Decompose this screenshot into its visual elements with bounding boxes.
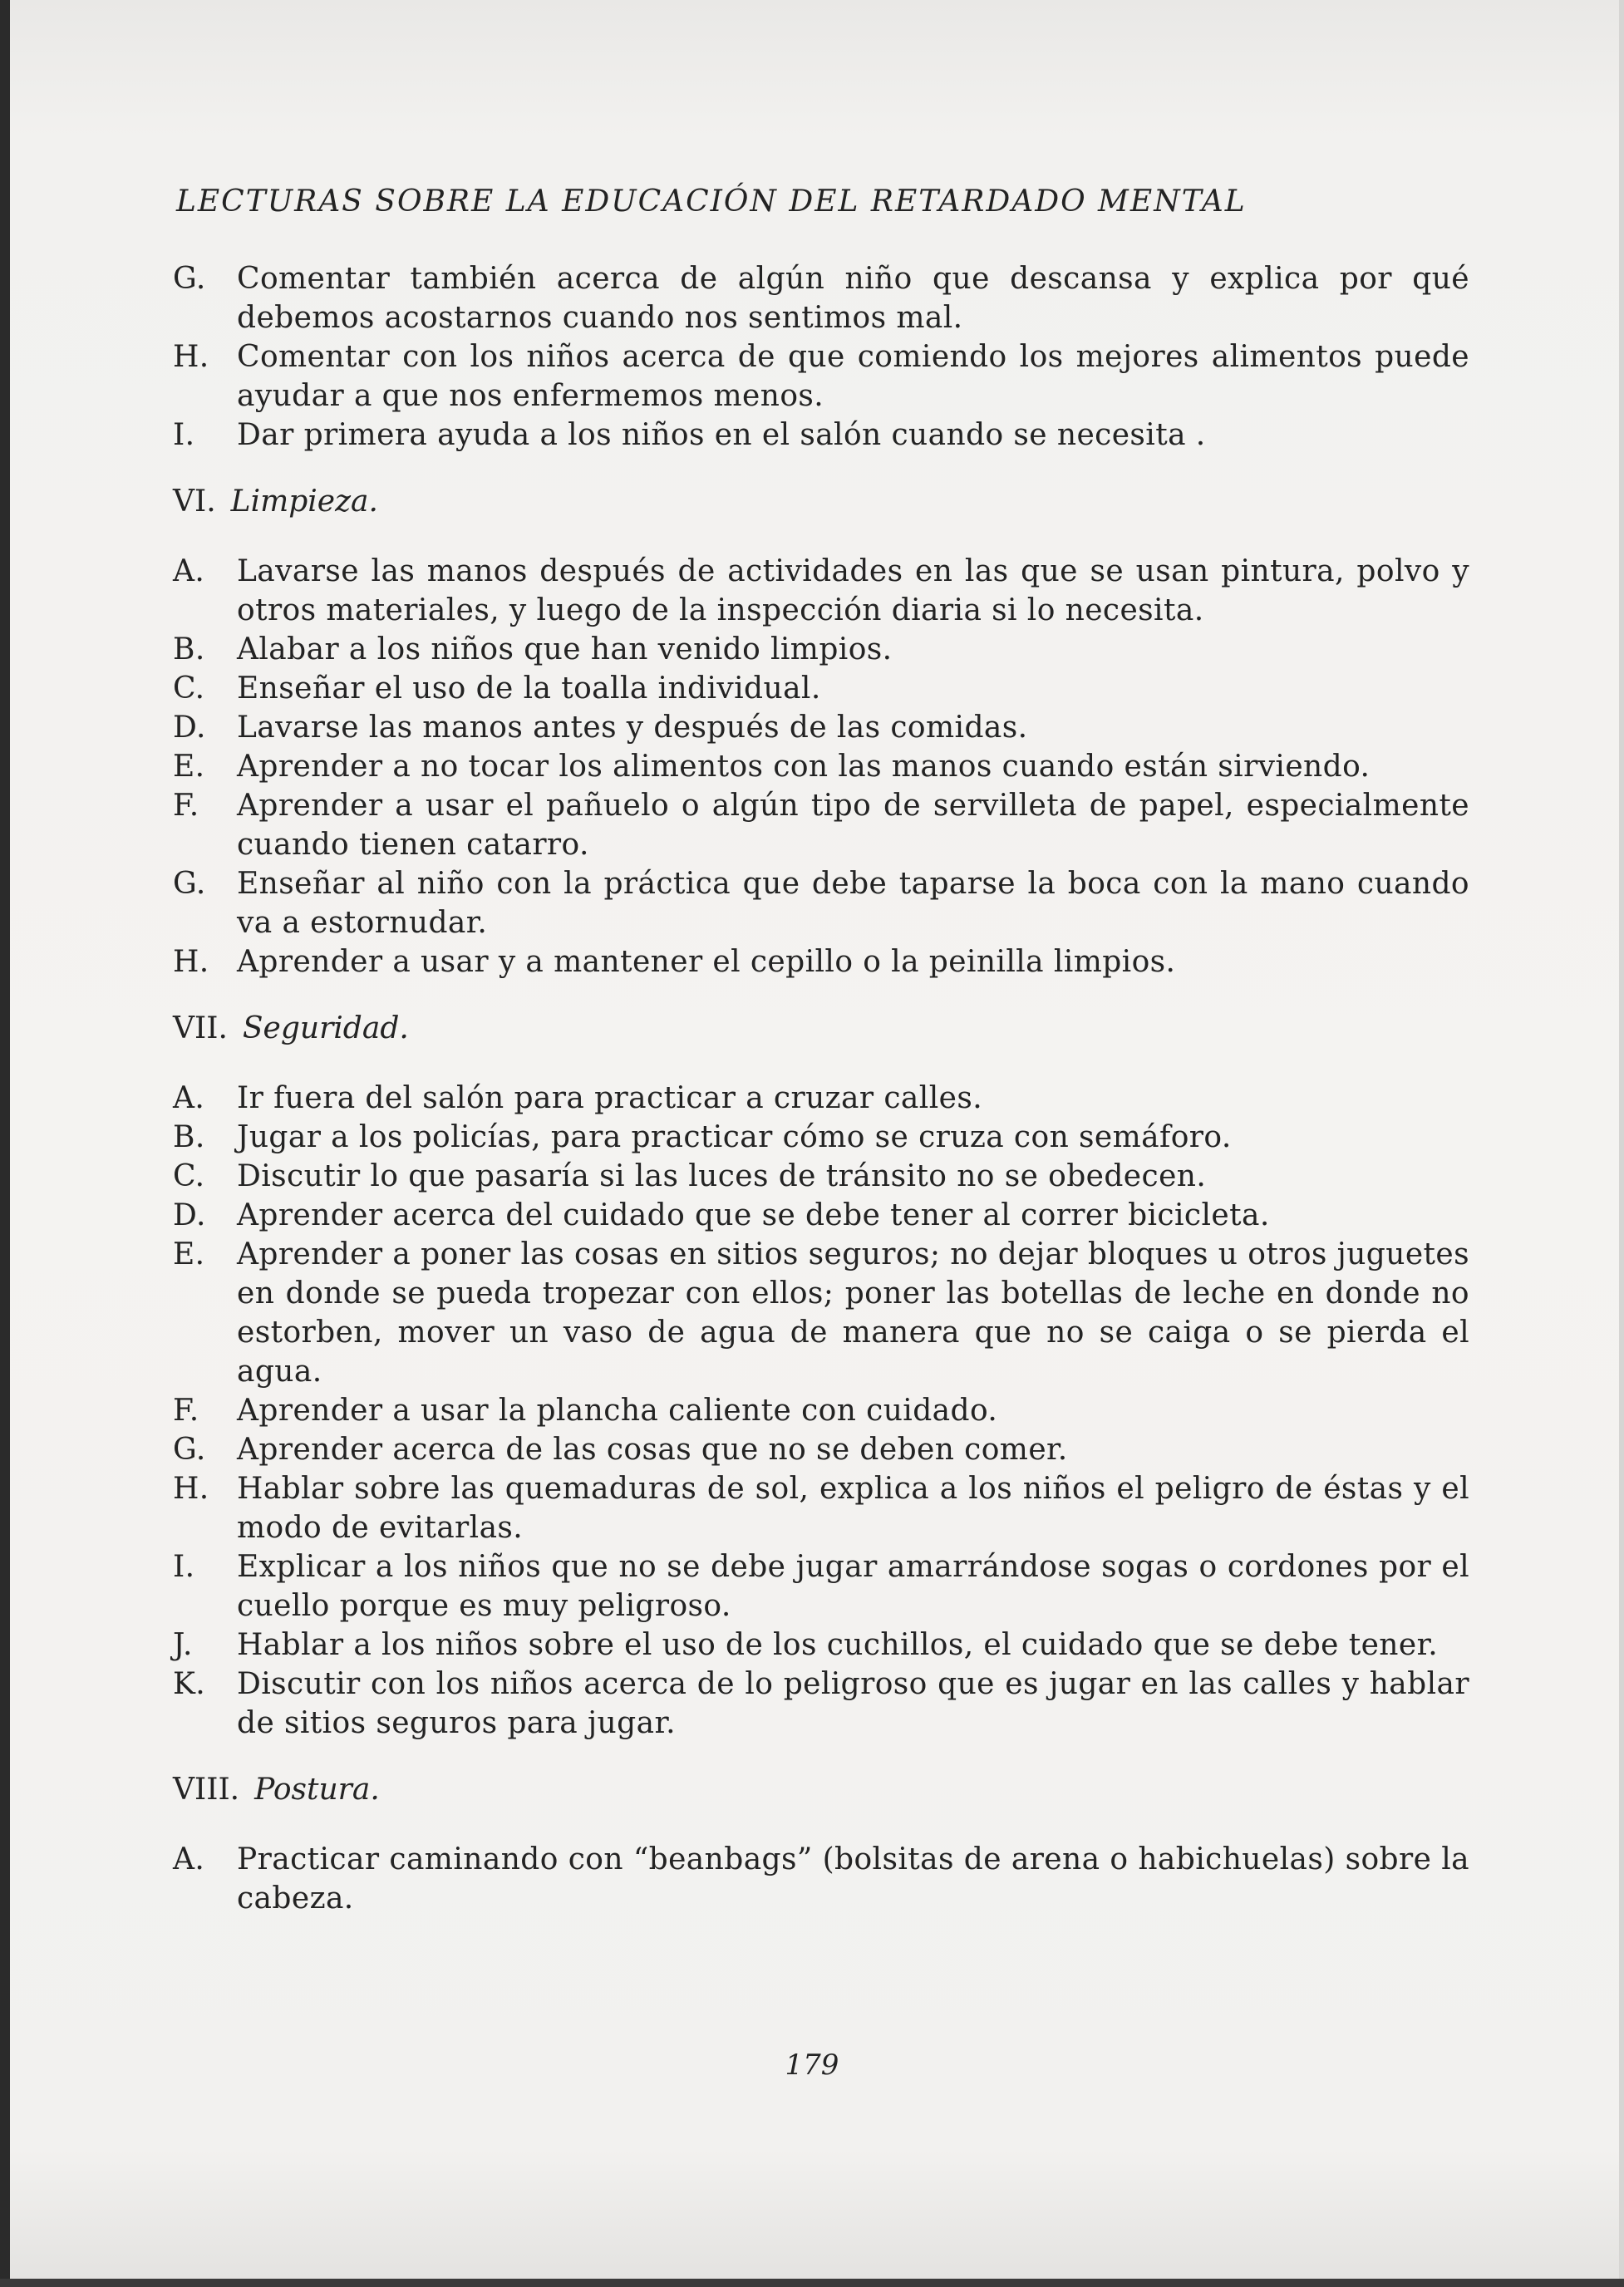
item-text: Dar primera ayuda a los niños en el salón cuando se necesita . <box>237 418 1206 452</box>
item-text: Enseñar el uso de la toalla individual. <box>237 671 821 706</box>
list-item <box>173 1079 1469 1118</box>
item-label: G. <box>173 262 206 296</box>
list-item <box>173 708 1469 747</box>
list-item <box>173 864 1469 942</box>
section-heading-limpieza <box>173 482 1469 521</box>
item-text: Aprender a poner las cosas en sitios seguros; no dejar bloques u otros juguetes en donde se pueda tropezar con ellos; poner las botellas de leche en donde no estorben, mover un vaso de agua de manera que no se caiga o se pierda el agua. <box>237 1237 1469 1389</box>
item-text: Enseñar al niño con la práctica que debe taparse la boca con la mano cuando va a estornudar. <box>237 867 1469 940</box>
item-text: Jugar a los policías, para practicar cómo se cruza con semáforo. <box>237 1120 1232 1154</box>
item-label: E. <box>173 750 205 784</box>
item-text: Lavarse las manos antes y después de las comidas. <box>237 711 1028 745</box>
item-label: F. <box>173 789 199 823</box>
running-header: LECTURAS SOBRE LA EDUCACIÓN DEL RETARDADO MENTAL <box>176 184 1247 219</box>
item-label: H. <box>173 945 209 979</box>
section-title: Seguridad. <box>242 1011 409 1045</box>
page-body <box>173 259 1469 1918</box>
item-text: Hablar a los niños sobre el uso de los cuchillos, el cuidado que se debe tener. <box>237 1628 1439 1662</box>
item-text: Aprender a usar el pañuelo o algún tipo de servilleta de papel, especialmente cuando tienen catarro. <box>237 789 1469 862</box>
section-heading-postura <box>173 1770 1469 1809</box>
item-label: H. <box>173 340 209 374</box>
item-label: C. <box>173 671 205 706</box>
list-item <box>173 1469 1469 1547</box>
item-label: H. <box>173 1472 209 1506</box>
item-text: Explicar a los niños que no se debe jugar amarrándose sogas o cordones por el cuello porque es muy peligroso. <box>237 1550 1469 1623</box>
list-item <box>173 942 1469 981</box>
item-text: Lavarse las manos después de actividades en las que se usan pintura, polvo y otros materiales, y luego de la inspección diaria si lo necesita. <box>237 554 1469 627</box>
item-label: E. <box>173 1237 205 1271</box>
item-label: G. <box>173 1433 206 1467</box>
list-item <box>173 1118 1469 1157</box>
scan-edge-left <box>0 0 10 2287</box>
item-label: J. <box>173 1628 193 1662</box>
scan-edge-bottom <box>0 2279 1624 2287</box>
list-item <box>173 1157 1469 1196</box>
list-item <box>173 1430 1469 1469</box>
section-number: VII. <box>173 1011 228 1045</box>
list-item <box>173 1196 1469 1235</box>
list-item <box>173 630 1469 669</box>
item-text: Aprender a usar y a mantener el cepillo o la peinilla limpios. <box>237 945 1176 979</box>
item-label: B. <box>173 1120 205 1154</box>
list-item <box>173 337 1469 416</box>
item-label: B. <box>173 632 205 666</box>
item-text: Aprender acerca de las cosas que no se deben comer. <box>237 1433 1068 1467</box>
section-number: VI. <box>173 484 216 519</box>
list-item <box>173 1625 1469 1665</box>
section-title: Limpieza. <box>230 484 378 519</box>
item-label: A. <box>173 554 205 588</box>
item-label: I. <box>173 418 195 452</box>
item-label: A. <box>173 1842 205 1876</box>
item-label: D. <box>173 711 206 745</box>
section-list-postura <box>173 1840 1469 1918</box>
list-item <box>173 1840 1469 1918</box>
scan-edge-right <box>1619 0 1624 2287</box>
list-item <box>173 416 1469 455</box>
page-number: 179 <box>785 2048 839 2082</box>
list-item <box>173 259 1469 337</box>
list-item <box>173 747 1469 786</box>
list-item <box>173 1235 1469 1391</box>
section-title: Postura. <box>254 1773 380 1807</box>
item-label: D. <box>173 1198 206 1232</box>
item-text: Aprender a no tocar los alimentos con las manos cuando están sirviendo. <box>237 750 1371 784</box>
list-item <box>173 552 1469 630</box>
item-label: A. <box>173 1081 205 1115</box>
section-list-limpieza <box>173 552 1469 981</box>
list-item <box>173 786 1469 864</box>
section-number: VIII. <box>173 1773 240 1807</box>
item-label: C. <box>173 1159 205 1193</box>
item-label: G. <box>173 867 206 901</box>
item-text: Alabar a los niños que han venido limpios. <box>237 632 893 666</box>
item-label: K. <box>173 1667 206 1701</box>
list-item <box>173 669 1469 708</box>
item-text: Aprender a usar la plancha caliente con cuidado. <box>237 1394 998 1428</box>
item-text: Comentar también acerca de algún niño que descansa y explica por qué debemos acostarnos cuando nos sentimos mal. <box>237 262 1469 335</box>
item-text: Discutir lo que pasaría si las luces de tránsito no se obedecen. <box>237 1159 1207 1193</box>
section-heading-seguridad <box>173 1009 1469 1048</box>
item-text: Practicar caminando con “beanbags” (bolsitas de arena o habichuelas) sobre la cabeza. <box>237 1842 1469 1916</box>
item-label: I. <box>173 1550 195 1584</box>
section-list-seguridad <box>173 1079 1469 1743</box>
item-text: Comentar con los niños acerca de que comiendo los mejores alimentos puede ayudar a que nos enfermemos menos. <box>237 340 1469 413</box>
list-item <box>173 1391 1469 1430</box>
item-text: Aprender acerca del cuidado que se debe tener al correr bicicleta. <box>237 1198 1270 1232</box>
item-text: Hablar sobre las quemaduras de sol, explica a los niños el peligro de éstas y el modo de evitarlas. <box>237 1472 1469 1545</box>
list-item <box>173 1547 1469 1625</box>
intro-list <box>173 259 1469 455</box>
list-item <box>173 1665 1469 1743</box>
item-text: Ir fuera del salón para practicar a cruzar calles. <box>237 1081 983 1115</box>
item-label: F. <box>173 1394 199 1428</box>
item-text: Discutir con los niños acerca de lo peligroso que es jugar en las calles y hablar de sitios seguros para jugar. <box>237 1667 1469 1740</box>
